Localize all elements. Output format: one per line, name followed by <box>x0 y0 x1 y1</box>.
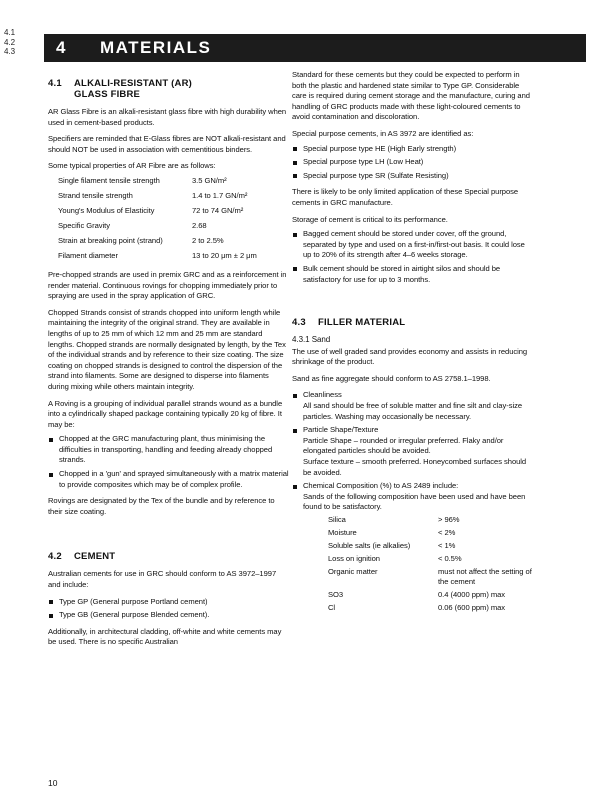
list-item <box>292 481 534 616</box>
paragraph: Storage of cement is critical to its performance. <box>292 214 448 224</box>
page-number: 10 <box>48 778 58 788</box>
sand-composition-table <box>328 515 534 616</box>
list-item: Special purpose type SR (Sulfate Resisting) <box>292 171 534 182</box>
paragraph: Chopped Strands consist of strands chopped into uniform length while maintaining the integrity of the original strand. They are available in lengths of up to 25 mm of which 12 mm and 25 mm are standard lengths. Chopped strands are normally designated by length, by the Tex of the individual strands and by reference to their size coating. The size coating on chopped strands is designed to control the dispersion of the strand into filaments. Some are designed to disperse into filaments during mixing while others maintain integrity. <box>48 307 286 391</box>
fibre-properties-table <box>58 176 257 266</box>
list-item-head: Cleanliness <box>303 390 342 400</box>
list-item: Type GB (General purpose Blended cement). <box>48 610 290 621</box>
paragraph: The use of well graded sand provides economy and assists in reducing shrinkage of the product. <box>292 346 528 367</box>
table-row: Strand tensile strength 1.4 to 1.7 GN/m² <box>58 190 248 200</box>
paragraph: There is likely to be only limited application of these Special purpose cements in GRC manufacture. <box>292 187 519 207</box>
list-item-body: Surface texture – smooth preferred. Honeycombed surfaces should be avoided. <box>303 457 527 477</box>
list-item-body: Sands of the following composition have been used and have been found to be satisfactory. <box>303 491 526 512</box>
paragraph: A Roving is a grouping of individual parallel strands wound as a bundle into a cylindrically shaped package containing typically 20 kg of fibre. It may be: <box>48 398 283 429</box>
section-title: ALKALI-RESISTANT (AR) <box>74 78 193 89</box>
right-column <box>292 70 534 622</box>
table-row: SO3 0.4 (4000 ppm) max <box>328 590 506 599</box>
list-item: Chopped at the GRC manufacturing plant, thus minimising the difficulties in transporting, handling and feeding already chopped strands. <box>48 434 290 466</box>
section-index-item: 4.2 <box>4 37 16 47</box>
section-index-item: 4.3 <box>4 47 16 56</box>
list-item <box>292 425 534 478</box>
paragraph: Specifiers are reminded that E-Glass fibres are NOT alkali-resistant and should NOT be used in association with cementitious binders. <box>48 134 286 154</box>
roving-uses-list <box>48 434 290 490</box>
table-row: Loss on ignition < 0.5% <box>328 554 462 563</box>
table-row: Cl 0.06 (600 ppm) max <box>328 603 506 612</box>
table-row: Moisture < 2% <box>328 528 456 537</box>
chapter-number: 4 <box>56 38 66 57</box>
cement-types-list <box>48 597 290 621</box>
subsection-title: 4.3.1 Sand <box>292 335 331 345</box>
list-item: Bulk cement should be stored in airtight silos and should be satisfactory for use for up to 3 months. <box>292 264 534 285</box>
list-item <box>292 390 534 422</box>
paragraph: Standard for these cements but they could be expected to perform in both the plastic and hardened state similar to Type GP. Considerable care is required during cement storage and the manufacture, curing and handling of GRC products made with these light-coloured cements to avoid contamination and discoloration. <box>292 70 530 122</box>
chapter-title: MATERIALS <box>100 38 212 57</box>
section-title: FILLER MATERIAL <box>318 317 406 329</box>
list-item: Type GP (General purpose Portland cement) <box>48 597 290 608</box>
list-item: Special purpose type LH (Low Heat) <box>292 157 534 168</box>
list-item: Chopped in a 'gun' and sprayed simultaneously with a matrix material to provide composites which may be of complex profile. <box>48 469 290 490</box>
list-item-head: Chemical Composition (%) to AS 2489 include: <box>303 481 459 491</box>
table-row: Single filament tensile strength 3.5 GN/m² <box>58 175 227 185</box>
table-row: Silica > 96% <box>328 515 460 524</box>
section-title: CEMENT <box>74 551 116 563</box>
section-index <box>4 28 15 57</box>
paragraph: Additionally, in architectural cladding, off-white and white cements may be used. There is no specific Australian <box>48 626 282 647</box>
list-item-head: Particle Shape/Texture <box>303 425 379 435</box>
table-row: Soluble salts (ie alkalies) < 1% <box>328 541 456 550</box>
table-row: Filament diameter 13 to 20 μm ± 2 μm <box>58 250 257 260</box>
paragraph: Rovings are designated by the Tex of the bundle and by reference to their size coating. <box>48 496 275 516</box>
storage-list <box>292 229 534 285</box>
list-item: Special purpose type HE (High Early strength) <box>292 144 534 155</box>
list-item: Bagged cement should be stored under cover, off the ground, separated by type and used on a first-in/first-out basis. It could lose up to 20% of its strength after 4–6 weeks storage. <box>292 229 534 261</box>
sand-requirements-list <box>292 390 534 616</box>
paragraph: Pre-chopped strands are used in premix GRC and as a reinforcement in render material. Continuous rovings for chopping immediately prior to spraying are used in the spray application of GRC. <box>48 269 287 301</box>
table-row: Specific Gravity 2.68 <box>58 220 207 230</box>
paragraph: Some typical properties of AR Fibre are as follows: <box>48 161 216 171</box>
list-item-body: Particle Shape – rounded or irregular preferred. Flaky and/or elongated particles should be avoided. <box>303 435 504 456</box>
special-cements-list <box>292 144 534 182</box>
table-row: Strain at breaking point (strand) 2 to 2.5% <box>58 235 224 245</box>
section-heading-4-1: 4.1 ALKALI-RESISTANT (AR) GLASS FIBRE <box>48 78 193 100</box>
paragraph: Sand as fine aggregate should conform to AS 2758.1–1998. <box>292 373 491 383</box>
section-index-item: 4.1 <box>4 28 16 37</box>
section-heading-4-2: 4.2 CEMENT <box>48 551 116 563</box>
left-column <box>48 68 290 654</box>
section-title-line2: GLASS FIBRE <box>74 89 141 100</box>
paragraph: Special purpose cements, in AS 3972 are identified as: <box>292 128 474 138</box>
paragraph: Australian cements for use in GRC should conform to AS 3972–1997 and include: <box>48 569 277 590</box>
paragraph: AR Glass Fibre is an alkali-resistant glass fibre with high durability when used in cement-based products. <box>48 107 287 127</box>
list-item-body: All sand should be free of soluble matter and fine silt and clay-size particles. Washing may occasionally be necessary. <box>303 401 523 421</box>
section-heading-4-3: 4.3 FILLER MATERIAL <box>292 317 406 329</box>
table-row: Organic matter must not affect the setting of the cement <box>328 567 532 586</box>
table-row: Young's Modulus of Elasticity 72 to 74 GN/m² <box>58 205 244 215</box>
chapter-banner <box>44 34 586 62</box>
